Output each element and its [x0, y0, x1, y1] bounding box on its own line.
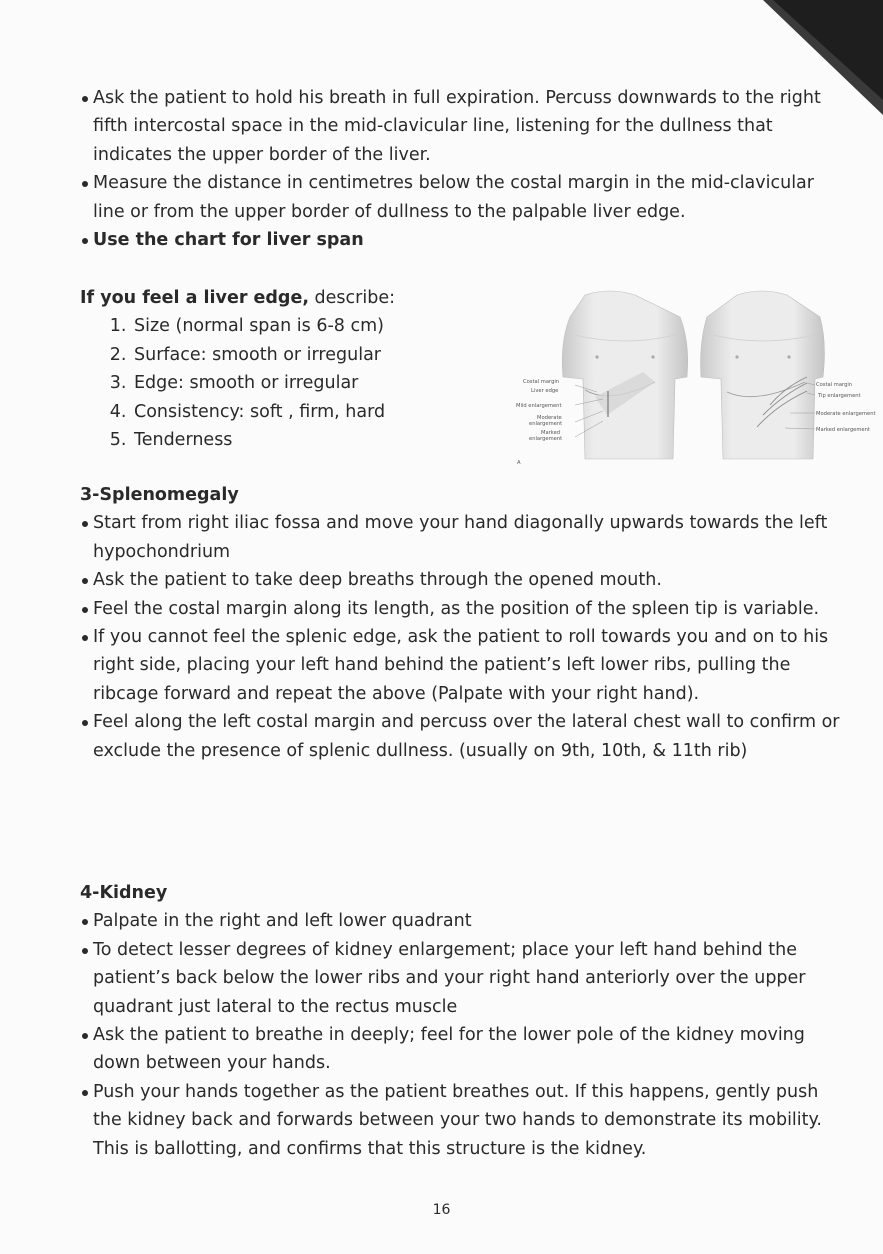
fig-label-tip-enlargement: Tip enlargement	[818, 393, 861, 399]
list-item: 1. Size (normal span is 6-8 cm)	[132, 312, 510, 340]
fig-label-moderate-enlargement: enlargement	[529, 421, 563, 427]
liver-chart-bullet: Use the chart for liver span	[80, 226, 840, 254]
fig-label-moderate: Moderate	[537, 415, 562, 421]
spleen-bullet-3: Feel the costal margin along its length, as the position of the spleen tip is variable.	[80, 595, 840, 623]
liver-edge-lead-rest: describe:	[308, 288, 395, 308]
splenomegaly-section	[80, 481, 840, 765]
spleen-bullet-2: Ask the patient to take deep breaths through the opened mouth.	[80, 566, 840, 594]
fig-label-marked: Marked	[541, 430, 561, 436]
liver-spleen-figure	[515, 287, 877, 470]
splenomegaly-heading: 3-Splenomegaly	[80, 485, 239, 505]
kidney-bullet-1: Palpate in the right and left lower quadrant	[80, 907, 845, 935]
right-torso	[701, 291, 825, 459]
fig-label-moderate-enlargement-right: Moderate enlargement	[816, 411, 876, 417]
liver-edge-lead-bold: If you feel a liver edge,	[80, 288, 309, 308]
kidney-section	[80, 879, 845, 1163]
torso-illustration	[515, 287, 877, 470]
liver-edge-lead	[80, 284, 510, 312]
page-number: 16	[432, 1202, 451, 1218]
spleen-bullet-1: Start from right iliac fossa and move your hand diagonally upwards towards the left hypochondrium	[80, 509, 840, 566]
kidney-heading: 4-Kidney	[80, 883, 168, 903]
fig-panel-letter: A	[517, 460, 521, 466]
list-item: 3. Edge: smooth or irregular	[132, 369, 510, 397]
kidney-bullet-2: To detect lesser degrees of kidney enlargement; place your left hand behind the patient’s back below the lower ribs and your right hand anteriorly over the upper quadrant just lateral to the rectus muscle	[80, 936, 845, 1021]
kidney-bullet-4: Push your hands together as the patient breathes out. If this happens, gently push the kidney back and forwards between your two hands to demonstrate its mobility. This is ballotting, and confirms that this structure is the kidney.	[80, 1078, 845, 1163]
spleen-bullet-5: Feel along the left costal margin and percuss over the lateral chest wall to confirm or exclude the presence of splenic dullness. (usually on 9th, 10th, & 11th rib)	[80, 708, 840, 765]
list-item: 2. Surface: smooth or irregular	[132, 341, 510, 369]
liver-section	[80, 84, 840, 254]
fig-label-mild-enlargement: Mild enlargement	[516, 403, 562, 409]
liver-bullet-2: Measure the distance in centimetres below the costal margin in the mid-clavicular line or from the upper border of dullness to the palpable liver edge.	[80, 169, 840, 226]
list-item: 5. Tenderness	[132, 426, 510, 454]
left-torso	[562, 291, 687, 459]
liver-bullet-1: Ask the patient to hold his breath in full expiration. Percuss downwards to the right fifth intercostal space in the mid-clavicular line, listening for the dullness that indicates the upper border of the liver.	[80, 84, 840, 169]
fig-label-marked-enlargement-right: Marked enlargement	[816, 427, 870, 433]
list-item: 4. Consistency: soft , firm, hard	[132, 398, 510, 426]
fig-label-marked-enlargement: enlargement	[529, 436, 563, 442]
spleen-bullet-4: If you cannot feel the splenic edge, ask the patient to roll towards you and on to his right side, placing your left hand behind the patient’s left lower ribs, pulling the ribcage forward and repeat the above (Palpate with your right hand).	[80, 623, 840, 708]
kidney-bullet-3: Ask the patient to breathe in deeply; feel for the lower pole of the kidney moving down between your hands.	[80, 1021, 845, 1078]
liver-edge-list	[80, 312, 510, 454]
fig-label-costal-margin-left: Costal margin	[523, 379, 560, 385]
fig-label-costal-margin-right: Costal margin	[816, 382, 853, 388]
liver-edge-section	[80, 284, 510, 454]
fig-label-liver-edge: Liver edge	[531, 388, 559, 394]
